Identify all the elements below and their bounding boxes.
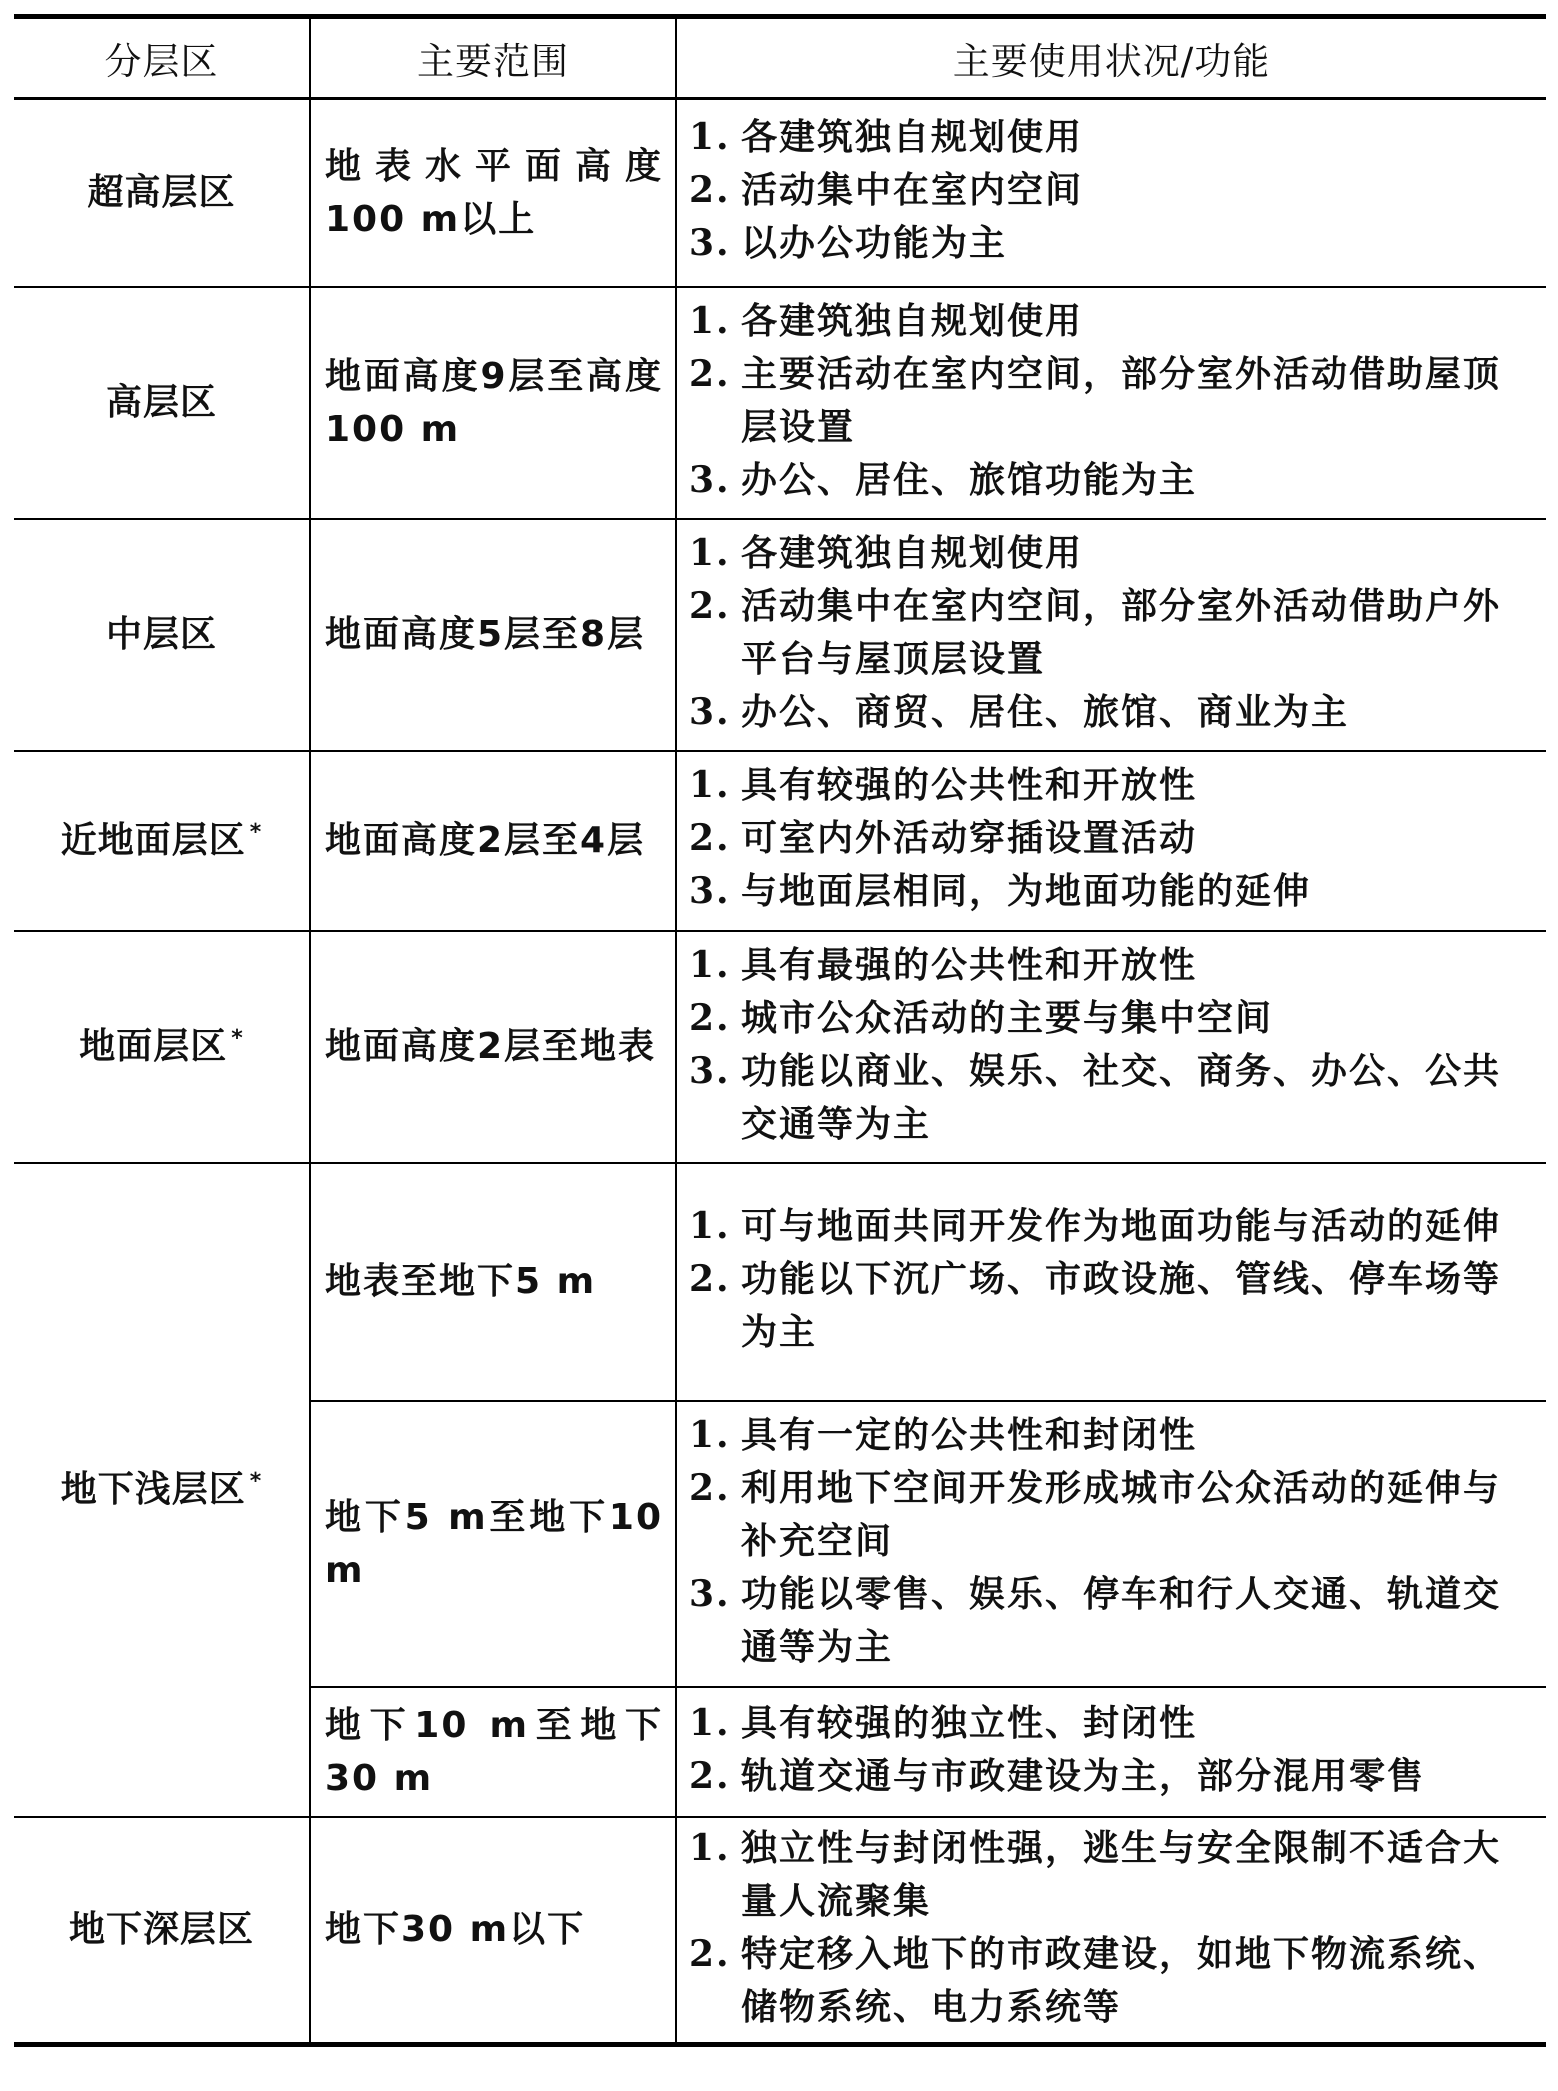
header-zone: 分层区 [14, 17, 310, 99]
function-number: 2. [689, 584, 731, 627]
function-item [689, 217, 1538, 270]
function-number: 2. [689, 996, 731, 1039]
table-row [14, 1817, 1546, 2045]
function-number: 1. [689, 299, 731, 342]
table-body [14, 99, 1546, 2045]
zone-label: 高层区 [105, 382, 217, 423]
table-row [14, 287, 1546, 519]
functions-cell [676, 1401, 1546, 1687]
function-number: 2. [689, 352, 731, 395]
header-functions: 主要使用状况/功能 [676, 17, 1546, 99]
footnote-mark: * [249, 1469, 263, 1494]
function-text: 轨道交通与市政建设为主，部分混用零售 [741, 1755, 1426, 1797]
zone-table [14, 14, 1546, 2047]
function-text: 与地面层相同，为地面功能的延伸 [741, 871, 1312, 912]
function-text: 各建筑独自规划使用 [741, 300, 1084, 342]
function-text: 办公、商贸、居住、旅馆、商业为主 [741, 691, 1350, 733]
function-number: 1. [689, 1826, 731, 1869]
function-item [689, 686, 1538, 739]
function-text: 主要活动在室内空间，部分室外活动借助屋顶层设置 [741, 353, 1502, 448]
document-page [14, 14, 1546, 2047]
function-item [689, 759, 1538, 812]
function-item [689, 1568, 1538, 1674]
function-item [689, 111, 1538, 164]
table-header-row [14, 17, 1546, 99]
function-text: 功能以零售、娱乐、停车和行人交通、轨道交通等为主 [741, 1574, 1502, 1668]
function-item [689, 992, 1538, 1045]
zone-cell [14, 287, 310, 519]
function-text: 城市公众活动的主要与集中空间 [741, 997, 1274, 1039]
zone-label: 地下浅层区 [60, 1469, 246, 1510]
zone-label: 地面层区 [79, 1026, 228, 1067]
function-item [689, 939, 1538, 992]
footnote-mark: * [231, 1026, 244, 1051]
zone-cell [14, 1163, 310, 1817]
table-row [14, 931, 1546, 1163]
function-text: 特定移入地下的市政建设，如地下物流系统、储物系统、电力系统等 [741, 1933, 1502, 2028]
range-cell: 地下30 m以下 [310, 1817, 676, 2045]
function-item [689, 527, 1538, 580]
zone-cell [14, 99, 310, 287]
functions-cell [676, 287, 1546, 519]
functions-cell [676, 99, 1546, 287]
range-cell: 地面高度9层至高度100 m [310, 287, 676, 519]
function-number: 1. [689, 1414, 731, 1456]
range-cell: 地面高度2层至4层 [310, 751, 676, 931]
zone-label: 近地面层区 [60, 820, 246, 861]
function-text: 以办公功能为主 [741, 223, 1008, 265]
function-number: 2. [689, 1754, 731, 1797]
header-range: 主要范围 [310, 17, 676, 99]
function-item [689, 1697, 1538, 1750]
function-item [689, 348, 1538, 454]
zone-cell [14, 519, 310, 751]
function-text: 活动集中在室内空间，部分室外活动借助户外平台与屋顶层设置 [741, 585, 1502, 680]
function-text: 功能以商业、娱乐、社交、商务、办公、公共交通等为主 [741, 1050, 1502, 1145]
functions-cell [676, 1687, 1546, 1817]
functions-cell [676, 931, 1546, 1163]
function-item [689, 1200, 1538, 1253]
zone-label: 地下深层区 [68, 1909, 254, 1950]
function-item [689, 1822, 1538, 1928]
function-number: 3. [689, 458, 731, 501]
function-text: 具有一定的公共性和封闭性 [741, 1415, 1198, 1456]
functions-cell [676, 751, 1546, 931]
table-row [14, 751, 1546, 931]
function-item [689, 1045, 1538, 1151]
function-text: 具有最强的公共性和开放性 [741, 944, 1198, 986]
function-item [689, 865, 1538, 918]
function-number: 3. [689, 870, 731, 912]
function-number: 1. [689, 116, 731, 159]
function-number: 3. [689, 1049, 731, 1092]
table-row [14, 519, 1546, 751]
function-item [689, 1928, 1538, 2034]
function-item [689, 164, 1538, 217]
function-number: 3. [689, 1573, 731, 1615]
function-text: 各建筑独自规划使用 [741, 532, 1084, 574]
function-item [689, 1750, 1538, 1803]
function-text: 可与地面共同开发作为地面功能与活动的延伸 [741, 1206, 1502, 1247]
function-text: 具有较强的独立性、封闭性 [741, 1702, 1198, 1744]
function-item [689, 812, 1538, 865]
function-item [689, 1409, 1538, 1462]
function-number: 2. [689, 1258, 731, 1300]
function-number: 1. [689, 943, 731, 986]
function-text: 各建筑独自规划使用 [741, 117, 1084, 159]
function-number: 2. [689, 1467, 731, 1509]
function-item [689, 1462, 1538, 1568]
functions-cell [676, 1817, 1546, 2045]
function-number: 3. [689, 222, 731, 265]
function-text: 活动集中在室内空间 [741, 170, 1084, 212]
footnote-mark: * [249, 820, 263, 845]
functions-cell [676, 519, 1546, 751]
function-number: 3. [689, 690, 731, 733]
function-text: 可室内外活动穿插设置活动 [741, 818, 1198, 859]
zone-cell [14, 1817, 310, 2045]
range-cell: 地面高度2层至地表 [310, 931, 676, 1163]
range-cell: 地下10 m至地下30 m [310, 1687, 676, 1817]
table-row [14, 99, 1546, 287]
function-text: 独立性与封闭性强，逃生与安全限制不适合大量人流聚集 [741, 1827, 1502, 1922]
function-number: 2. [689, 1932, 731, 1975]
range-cell: 地表至地下5 m [310, 1163, 676, 1401]
function-item [689, 295, 1538, 348]
range-cell: 地表水平面高度100 m以上 [310, 99, 676, 287]
zone-label: 中层区 [105, 614, 217, 655]
function-number: 1. [689, 1701, 731, 1744]
function-number: 1. [689, 531, 731, 574]
function-text: 利用地下空间开发形成城市公众活动的延伸与补充空间 [741, 1468, 1502, 1562]
function-number: 2. [689, 817, 731, 859]
function-text: 办公、居住、旅馆功能为主 [741, 459, 1198, 501]
zone-cell [14, 751, 310, 931]
zone-label: 超高层区 [87, 172, 236, 214]
range-cell: 地下5 m至地下10 m [310, 1401, 676, 1687]
range-cell: 地面高度5层至8层 [310, 519, 676, 751]
functions-cell [676, 1163, 1546, 1401]
zone-cell [14, 931, 310, 1163]
function-text: 功能以下沉广场、市政设施、管线、停车场等为主 [741, 1259, 1502, 1353]
function-number: 2. [689, 169, 731, 212]
function-number: 1. [689, 1205, 731, 1247]
function-item [689, 580, 1538, 686]
function-item [689, 454, 1538, 507]
function-number: 1. [689, 764, 731, 806]
function-text: 具有较强的公共性和开放性 [741, 765, 1198, 806]
table-row [14, 1163, 1546, 1401]
function-item [689, 1253, 1538, 1359]
